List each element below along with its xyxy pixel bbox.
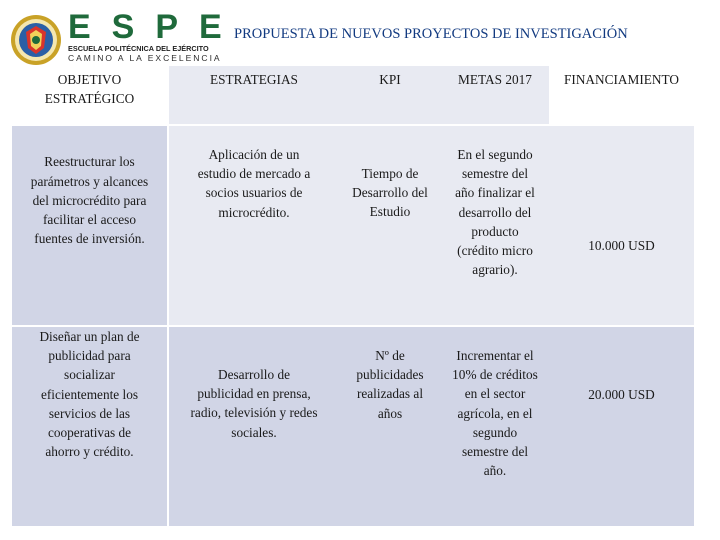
- header-kpi: KPI: [339, 66, 441, 124]
- university-seal-icon: [10, 14, 62, 66]
- header-metas: METAS 2017: [441, 66, 549, 124]
- page-title: PROPUESTA DE NUEVOS PROYECTOS DE INVESTIGACIÓN: [234, 26, 628, 42]
- row2-metas: Incrementar el 10% de créditos en el sector agrícola, en el segundo semestre del año.: [441, 325, 549, 526]
- row2-estrategias: Desarrollo de publicidad en prensa, radio, televisión y redes sociales.: [169, 325, 339, 526]
- header-estrategias: ESTRATEGIAS: [169, 66, 339, 124]
- row2-objetivo: Diseñar un plan de publicidad para socializar eficientemente los servicios de las cooperativas de ahorro y crédito.: [12, 325, 169, 526]
- row1-financiamiento: 10.000 USD: [549, 124, 694, 325]
- page-header: [0, 0, 720, 68]
- projects-table: [12, 66, 694, 526]
- row2-financiamiento: 20.000 USD: [549, 325, 694, 526]
- row1-estrategias: Aplicación de un estudio de mercado a socios usuarios de microcrédito.: [169, 124, 339, 325]
- row1-kpi: Tiempo de Desarrollo del Estudio: [339, 124, 441, 325]
- row2-kpi: Nº de publicidades realizadas al años: [339, 325, 441, 526]
- row1-metas: En el segundo semestre del año finalizar el desarrollo del producto (crédito micro agrario).: [441, 124, 549, 325]
- espe-logo: [68, 8, 243, 63]
- header-financiamiento: FINANCIAMIENTO: [549, 66, 694, 124]
- logo-motto: CAMINO A LA EXCELENCIA: [68, 53, 222, 63]
- row1-objetivo: Reestructurar los parámetros y alcances del microcrédito para facilitar el acceso fuentes de inversión.: [12, 124, 169, 325]
- header-objetivo: OBJETIVO ESTRATÉGICO: [12, 66, 169, 124]
- logo-word: ESPE: [68, 8, 243, 46]
- logo-subtitle: ESCUELA POLITÉCNICA DEL EJÉRCITO: [68, 44, 209, 53]
